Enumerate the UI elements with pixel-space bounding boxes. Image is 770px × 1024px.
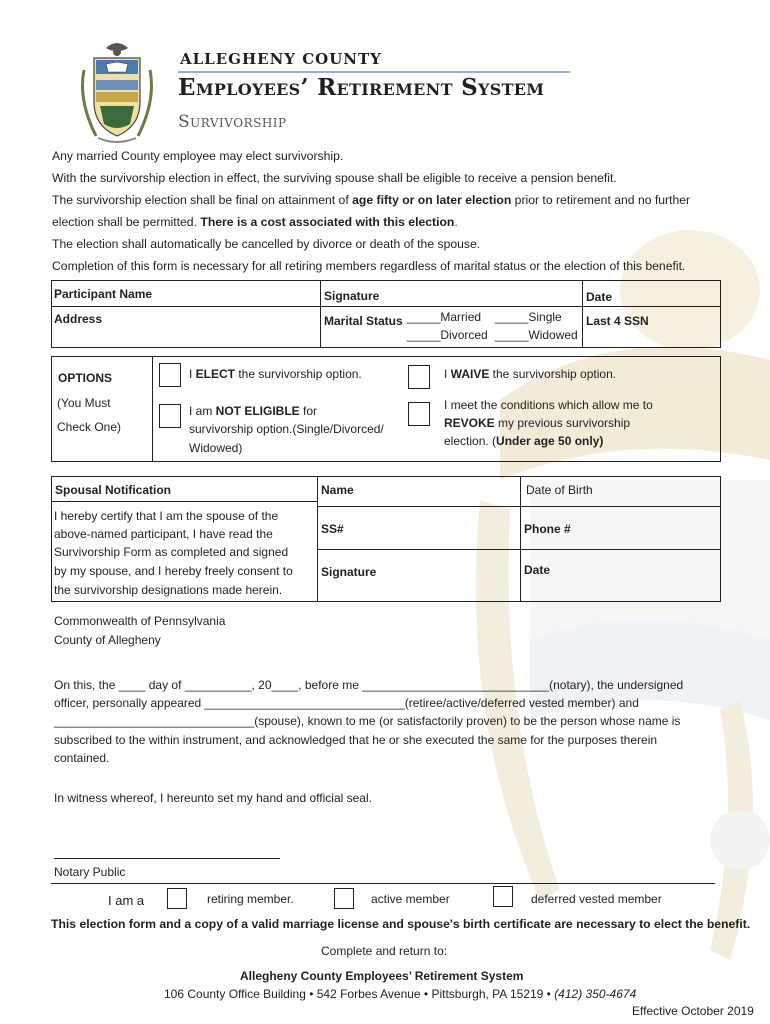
last4-ssn-field[interactable]: Last 4 SSN: [586, 314, 649, 328]
options-must-line-1: (You Must: [57, 396, 111, 410]
retiring-member-label: retiring member.: [207, 892, 294, 906]
spousal-row-divider-1: [317, 506, 720, 507]
effective-date: Effective October 2019: [632, 1004, 754, 1018]
intro-line-3: The survivorship election shall be final on attainment of age fifty or on later election prior to retirement and no further: [52, 193, 691, 207]
notary-signature-line[interactable]: [54, 858, 280, 859]
spouse-date-field[interactable]: Date: [524, 563, 551, 577]
spousal-text-3: Survivorship Form as completed and signed: [54, 545, 289, 559]
return-address: 106 County Office Building • 542 Forbes Avenue • Pittsburgh, PA 15219 • (412) 350-4674: [164, 987, 637, 1001]
options-divider: [152, 356, 153, 461]
notary-public-label: Notary Public: [54, 865, 126, 879]
spousal-col-divider-1: [317, 476, 318, 601]
deferred-vested-label: deferred vested member: [531, 892, 662, 906]
complete-return-label: Complete and return to:: [321, 944, 448, 958]
participant-row-divider: [51, 306, 720, 307]
waive-checkbox[interactable]: [408, 365, 430, 389]
county-line: County of Allegheny: [54, 633, 161, 647]
marital-divorced-option[interactable]: _____Divorced: [407, 328, 488, 342]
header-county: ALLEGHENY COUNTY: [180, 50, 382, 68]
participant-col-divider-1: [320, 280, 321, 347]
page-title: Employees’ Retirement System: [178, 74, 545, 101]
notary-paragraph-4: subscribed to the within instrument, and acknowledged that he or she executed the same for the purposes therein: [54, 733, 658, 747]
marital-status-label: Marital Status: [324, 314, 403, 328]
intro-line-6: Completion of this form is necessary for all retiring members regardless of marital status or the election of this benefit.: [52, 259, 686, 273]
election-notice: This election form and a copy of a valid marriage license and spouse's birth certificate are necessary to elect the benefit.: [51, 917, 751, 931]
participant-date-field[interactable]: Date: [586, 290, 613, 304]
elect-label: I ELECT the survivorship option.: [189, 367, 362, 381]
active-member-checkbox[interactable]: [334, 888, 354, 909]
spousal-text-1: I hereby certify that I am the spouse of the: [54, 509, 279, 523]
waive-label: I WAIVE the survivorship option.: [444, 367, 617, 381]
not-eligible-label-2: survivorship option.(Single/Divorced/: [189, 422, 384, 436]
notary-paragraph-3: ______________________________(spouse), known to me (or satisfactorily proven) to be the person whose name is: [54, 714, 681, 728]
retiring-member-checkbox[interactable]: [167, 888, 187, 909]
elect-checkbox[interactable]: [159, 363, 181, 387]
header-divider: [178, 71, 570, 73]
return-org-name: Allegheny County Employees’ Retirement System: [240, 969, 524, 983]
commonwealth-line: Commonwealth of Pennsylvania: [54, 614, 226, 628]
deferred-vested-checkbox[interactable]: [493, 886, 513, 907]
not-eligible-label-1: I am NOT ELIGIBLE for: [189, 404, 318, 418]
spousal-title-divider: [51, 501, 317, 502]
spouse-signature-field[interactable]: Signature: [321, 565, 377, 579]
page-subtitle: Survivorship: [178, 112, 287, 132]
marital-single-option[interactable]: _____Single: [495, 310, 562, 324]
active-member-label: active member: [371, 892, 450, 906]
revoke-label-1: I meet the conditions which allow me to: [444, 398, 653, 412]
spouse-name-field[interactable]: Name: [321, 483, 354, 497]
notary-paragraph-1: On this, the ____ day of __________, 20____, before me ____________________________(notary), the undersigned: [54, 678, 684, 692]
not-eligible-checkbox[interactable]: [159, 404, 181, 428]
spouse-dob-field[interactable]: Date of Birth: [526, 483, 593, 497]
intro-line-1: Any married County employee may elect survivorship.: [52, 149, 344, 163]
revoke-label-2: REVOKE my previous survivorship: [444, 416, 631, 430]
spouse-phone-field[interactable]: Phone #: [524, 522, 571, 536]
participant-col-divider-2: [582, 280, 583, 347]
witness-line: In witness whereof, I hereunto set my hand and official seal.: [54, 791, 372, 805]
notary-paragraph-2: officer, personally appeared ______________________________(retiree/active/deferred vested member) and: [54, 696, 639, 710]
address-field[interactable]: Address: [54, 312, 103, 326]
marital-widowed-option[interactable]: _____Widowed: [495, 328, 578, 342]
spousal-title: Spousal Notification: [55, 483, 172, 497]
participant-signature-field[interactable]: Signature: [324, 289, 380, 303]
intro-line-4: election shall be permitted. There is a cost associated with this election.: [52, 215, 458, 229]
participant-name-field[interactable]: Participant Name: [54, 287, 153, 301]
spousal-text-4: by my spouse, and I hereby freely consent to: [54, 564, 293, 578]
allegheny-county-seal-logo: [76, 40, 158, 148]
intro-line-2: With the survivorship election in effect, the surviving spouse shall be eligible to receive a pension benefit.: [52, 171, 617, 185]
options-title: OPTIONS: [58, 371, 113, 385]
spouse-ssn-field[interactable]: SS#: [321, 522, 344, 536]
notary-paragraph-5: contained.: [54, 751, 110, 765]
marital-married-option[interactable]: _____Married: [407, 310, 482, 324]
options-must-line-2: Check One): [57, 420, 122, 434]
spousal-text-2: above-named participant, I have read the: [54, 527, 273, 541]
spousal-text-5: the survivorship designations made herein.: [54, 583, 283, 597]
member-section-divider: [51, 883, 715, 884]
spousal-col-divider-2: [520, 476, 521, 601]
spousal-row-divider-2: [317, 549, 720, 550]
revoke-checkbox[interactable]: [408, 402, 430, 426]
intro-line-5: The election shall automatically be cancelled by divorce or death of the spouse.: [52, 237, 481, 251]
not-eligible-label-3: Widowed): [189, 441, 243, 455]
i-am-a-label: I am a: [108, 893, 145, 908]
revoke-label-3: election. (Under age 50 only): [444, 434, 604, 448]
